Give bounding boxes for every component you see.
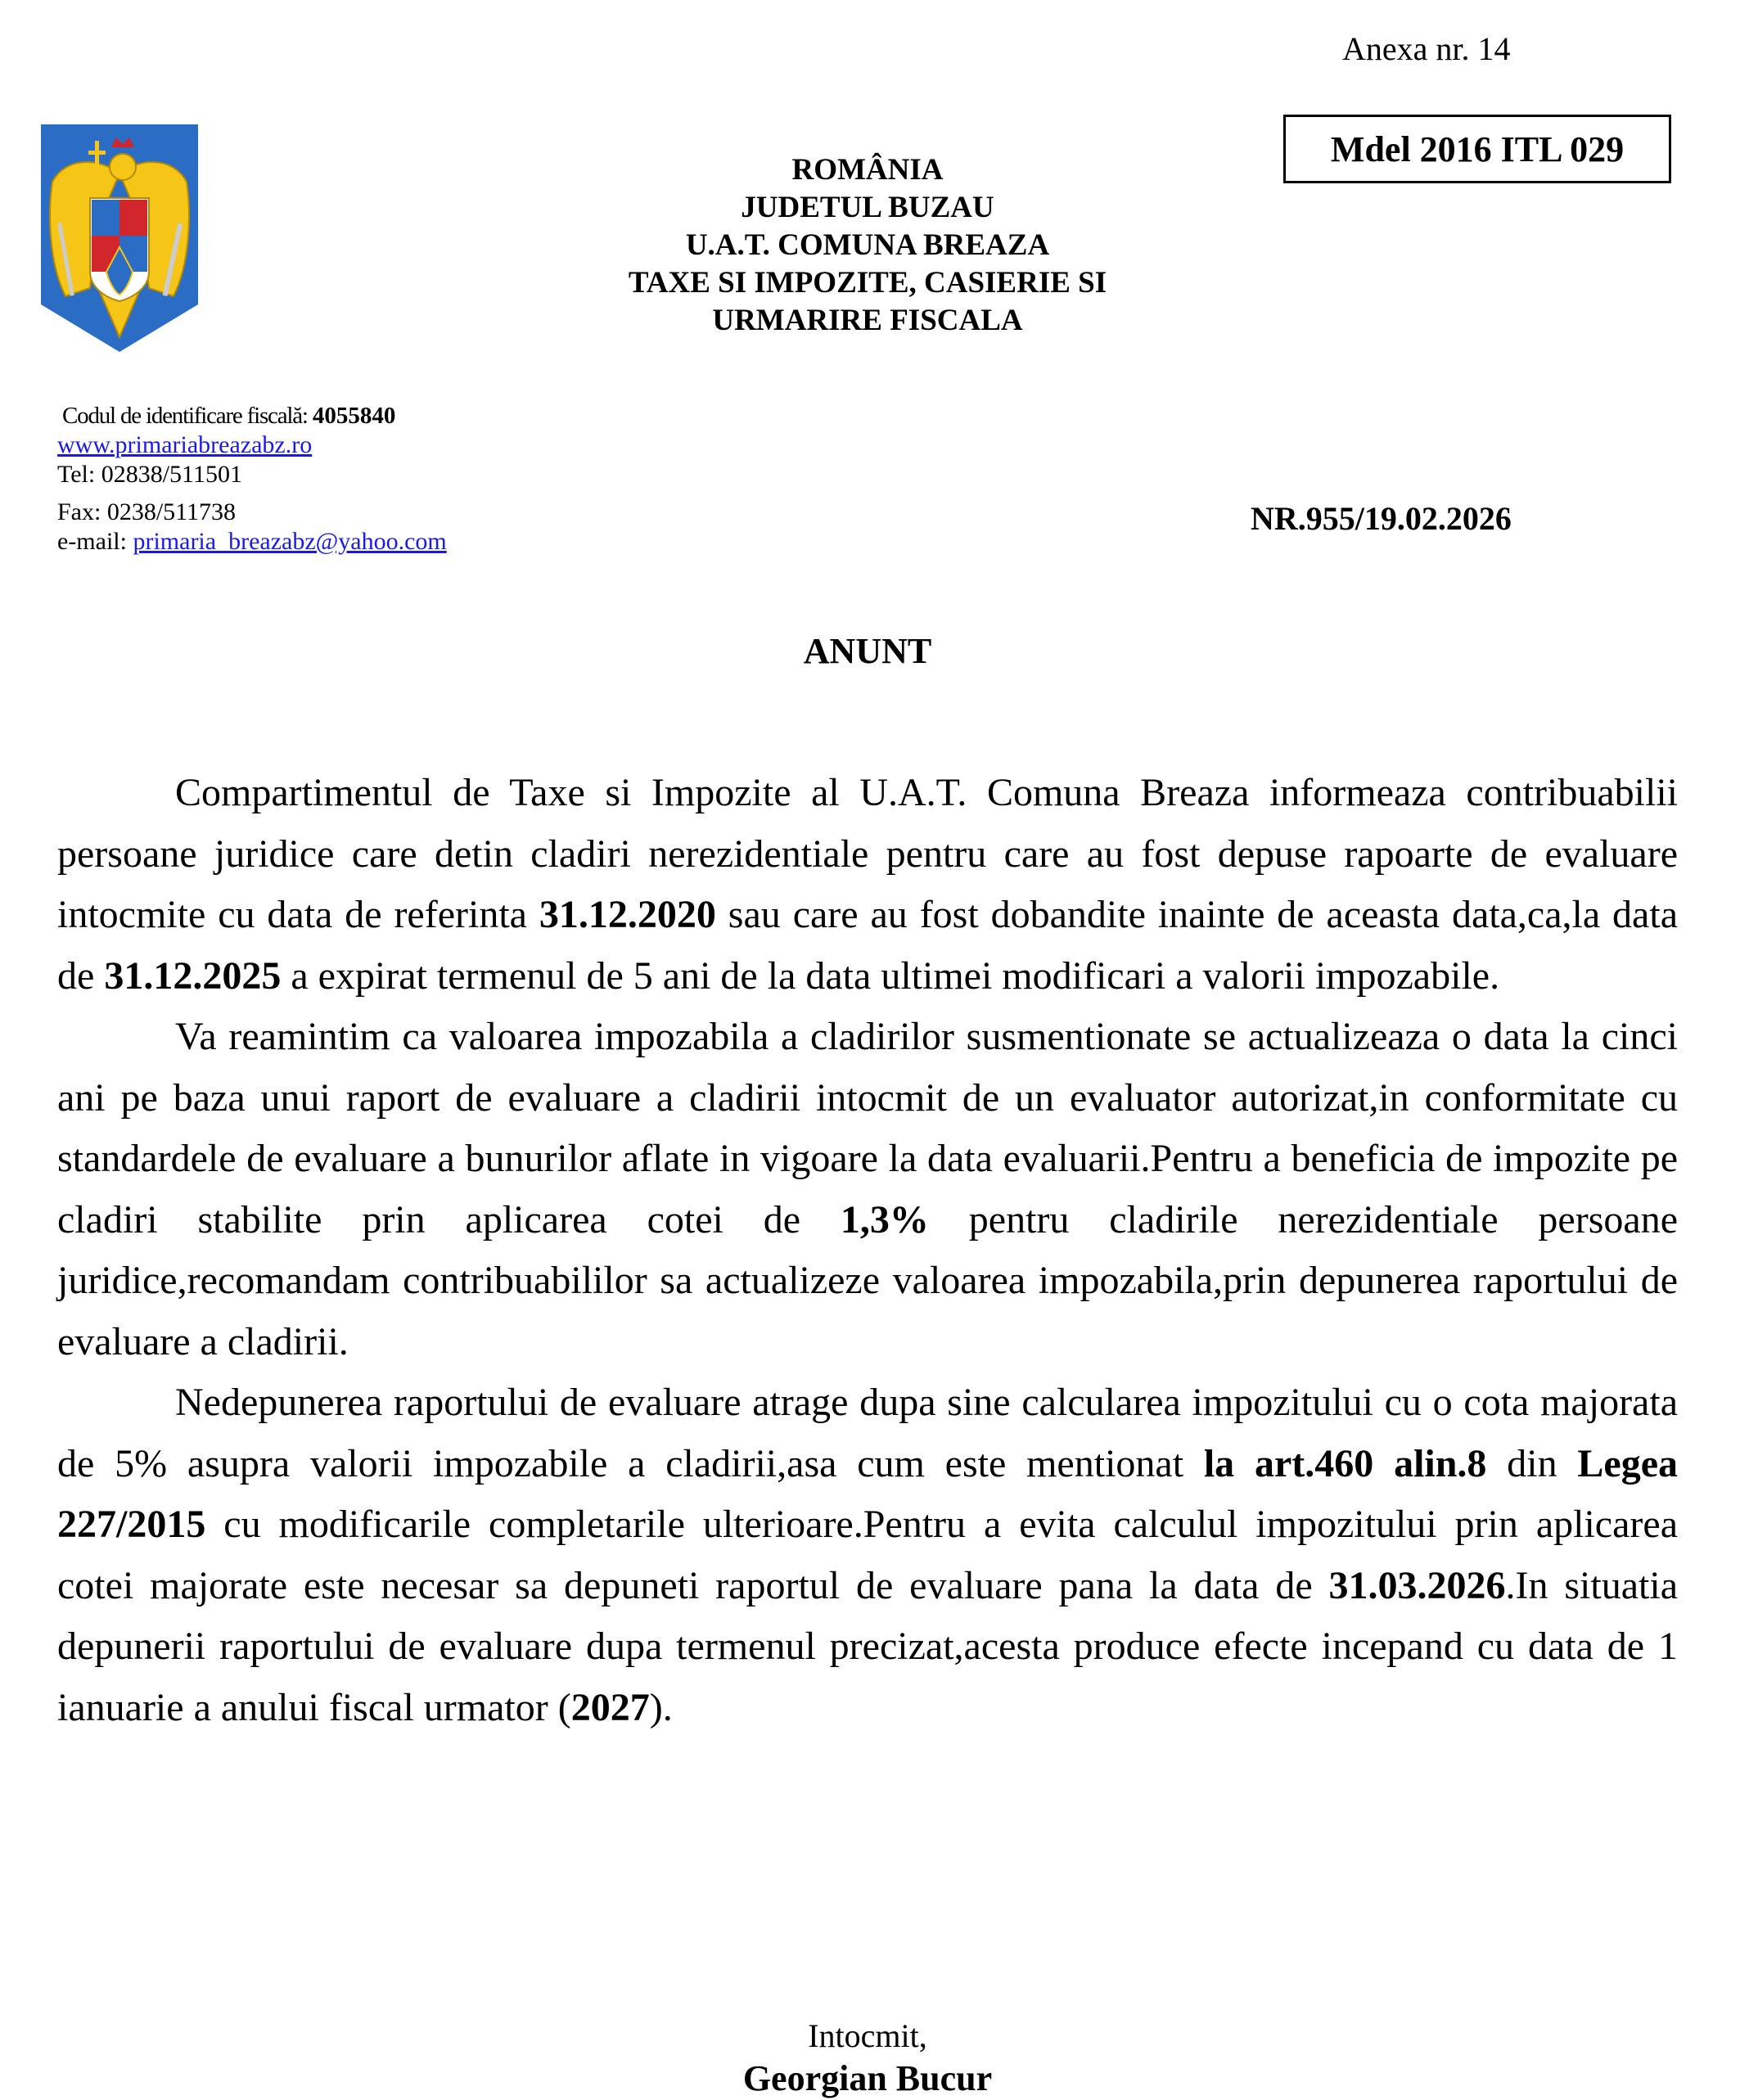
paragraph-text: cu modificarile completarile ulterioare.Pentru a evita calculul impozitului prin aplicarea cotei majorate este necesar sa depuneti raportul de evaluare pana la data de [57, 1503, 1678, 1607]
institution-header [458, 151, 1277, 340]
paragraph-text: pentru cladirile nerezidentiale persoane juridice,recomandam contribuabililor sa actualizeze valoarea impozabila,prin depunerea raportului de evaluare a cladirii. [57, 1197, 1679, 1363]
email-link[interactable]: primaria_breazabz@yahoo.com [133, 528, 447, 555]
annex-label: Anexa nr. 14 [1342, 30, 1511, 67]
bold-law-name: Legea 227/2015 [57, 1441, 1678, 1546]
bold-date: 31.12.2025 [104, 953, 282, 998]
header-line-county: JUDETUL BUZAU [741, 191, 994, 224]
coat-of-arms-icon [41, 124, 198, 352]
paragraph-text: Va reamintim ca valoarea impozabila a cladirilor susmentionate se actualizeaza o data la cinci ani pe baza unui raport de evaluare a cladirii intocmit de un evaluator autorizat,in conformitate cu standardele de evaluare a bunurilor aflate in vigoare la data evaluarii.Pentru a beneficia de impozite pe cladiri stabilite prin aplicarea cotei de [57, 1015, 1678, 1242]
email-line [57, 527, 447, 557]
paragraph-text: din [1486, 1441, 1578, 1485]
bold-deadline: 31.03.2026 [1328, 1563, 1506, 1607]
document-title: ANUNT [803, 631, 932, 671]
paragraph-text: Nedepunerea raportului de evaluare atrage dupa sine calcularea impozitului cu o cota majorata de 5% asupra valorii impozabile a cladirii,asa cum este mentionat [57, 1381, 1678, 1485]
fiscal-code [57, 401, 447, 430]
fiscal-code-value: 4055840 [312, 403, 396, 429]
fiscal-code-label: Codul de identificare fiscală: [62, 403, 308, 429]
signatory-name: Georgian Bucur [742, 2058, 993, 2098]
paragraph [57, 763, 1678, 1007]
header-line-department: TAXE SI IMPOZITE, CASIERIE SI [628, 266, 1107, 300]
phone-number: Tel: 02838/511501 [57, 461, 242, 488]
bold-date: 31.12.2020 [539, 893, 716, 936]
email-label: e-mail: [57, 528, 127, 555]
contact-block [57, 401, 447, 557]
signature-label: Intocmit, [808, 2017, 927, 2054]
paragraph-text: ). [649, 1685, 673, 1729]
header-line-municipality: U.A.T. COMUNA BREAZA [685, 228, 1050, 262]
website-link[interactable]: www.primariabreazabz.ro [57, 431, 313, 458]
header-line-country: ROMÂNIA [791, 153, 944, 187]
bold-rate: 1,3% [840, 1197, 929, 1242]
signature-block [0, 2015, 1735, 2100]
bold-year: 2027 [570, 1685, 650, 1729]
registration-number: NR.955/19.02.2026 [1251, 500, 1512, 537]
document-body [57, 763, 1678, 1738]
paragraph-text: Compartimentul de Taxe si Impozite al U.A.T. Comuna Breaza informeaza contribuabilii persoane juridice care detin cladiri nerezidentiale pentru care au fost depuse rapoarte de evaluare intocmite cu data de referinta [57, 771, 1678, 936]
model-code-box [1283, 115, 1671, 183]
paragraph-text: sau care au fost dobandite inainte de aceasta data,ca,la data de [57, 893, 1678, 998]
paragraph-text: .In situatia depunerii raportului de evaluare dupa termenul precizat,acesta produce efecte incepand cu data de 1 ianuarie a anului fiscal urmator ( [57, 1563, 1678, 1729]
paragraph [57, 1007, 1678, 1372]
fax-number: Fax: 0238/511738 [57, 498, 237, 525]
model-code: Mdel 2016 ITL 029 [1330, 128, 1625, 169]
paragraph [57, 1372, 1678, 1738]
paragraph-text: a expirat termenul de 5 ani de la data ultimei modificari a valorii impozabile. [281, 953, 1500, 998]
bold-legal-reference: la art.460 alin.8 [1203, 1441, 1487, 1485]
header-line-department-cont: URMARIRE FISCALA [712, 304, 1023, 337]
